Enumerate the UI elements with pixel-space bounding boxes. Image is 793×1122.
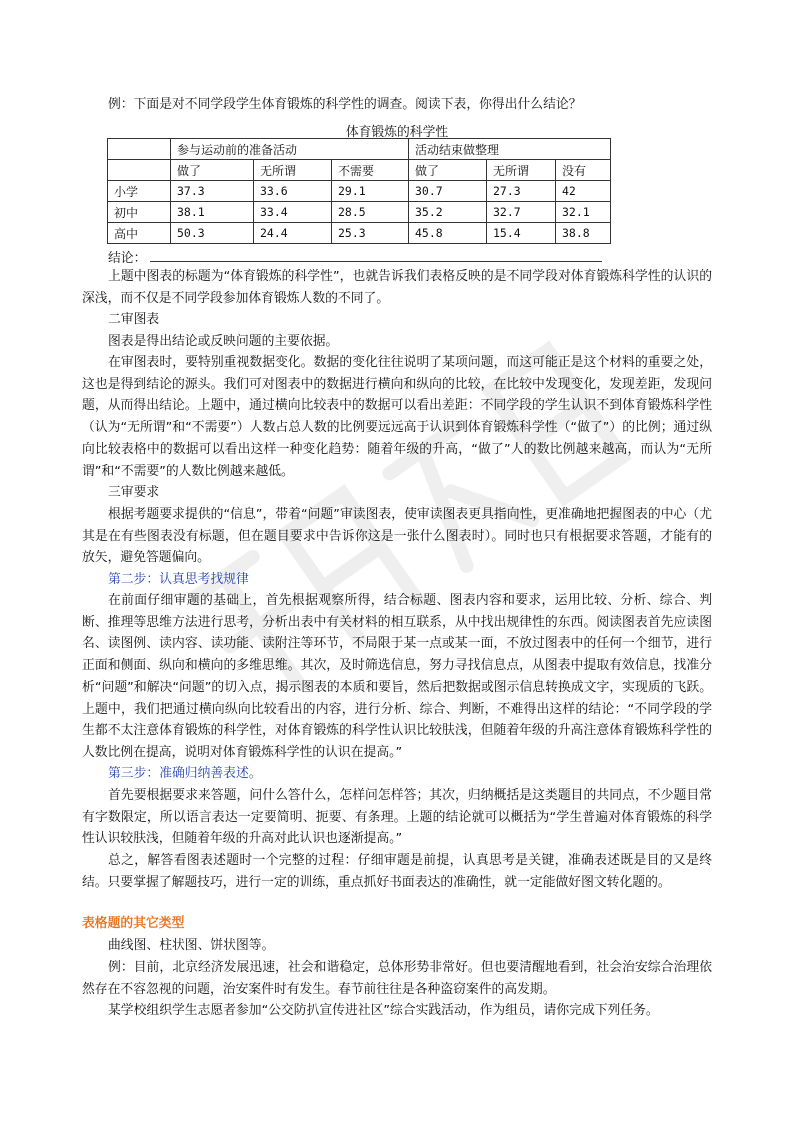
paragraph: 上题中图表的标题为“体育锻炼的科学性”，也就告诉我们表格反映的是不同学段对体育锻炼科学性的认识的深浅，而不仅是不同学段参加体育锻炼人数的不同了。 xyxy=(82,269,712,306)
section-heading: 二审图表 xyxy=(108,312,160,327)
table-cell: 35.2 xyxy=(409,202,487,223)
step-heading: 第二步：认真思考找规律 xyxy=(108,572,249,587)
survey-table xyxy=(107,138,611,244)
table-cell: 27.3 xyxy=(487,181,556,202)
table-cell: 28.5 xyxy=(332,202,409,223)
table-cell: 42 xyxy=(556,181,611,202)
table-cell: 15.4 xyxy=(487,223,556,244)
conclusion-answer-line xyxy=(150,261,602,262)
paragraph: 曲线图、柱状图、饼状图等。 xyxy=(108,938,275,953)
table-row xyxy=(108,181,611,202)
table-cell: 37.3 xyxy=(171,181,254,202)
paragraph: 某学校组织学生志愿者参加“公交防扒宣传进社区”综合实践活动，作为组员，请你完成下列任务。 xyxy=(108,1003,659,1018)
example-prompt: 例：下面是对不同学段学生体育锻炼的科学性的调查。阅读下表，你得出什么结论？ xyxy=(108,97,582,112)
table-cell: 33.4 xyxy=(254,202,332,223)
column-header: 做了 xyxy=(171,160,254,181)
table-cell: 38.8 xyxy=(556,223,611,244)
table-row xyxy=(108,223,611,244)
table-cell: 32.7 xyxy=(487,202,556,223)
row-label: 初中 xyxy=(108,202,171,223)
column-header: 无所谓 xyxy=(254,160,332,181)
table-cell: 50.3 xyxy=(171,223,254,244)
corner-cell xyxy=(108,160,171,181)
column-header: 做了 xyxy=(409,160,487,181)
paragraph: 在审图表时，要特别重视数据变化。数据的变化往往说明了某项问题，而这可能正是这个材料的重要之处，这也是得到结论的源头。我们可对图表中的数据进行横向和纵向的比较，在比较中发现变化，发现差距，发现问题，从而得出结论。上题中，通过横向比较表中的数据可以看出差距：不同学段的学生认识不到体育锻炼科学性（认为“无所谓”和“不需要”）人数占总人数的比例要远远高于认识到体育锻炼科学性（“做了”）的比例；通过纵向比较表格中的数据可以看出这样一种变化趋势：随着年级的升高，“做了”人的数比例越来越高，而认为“无所谓”和“不需要”的人数比例越来越低。 xyxy=(82,355,712,479)
corner-cell xyxy=(108,139,171,160)
table-cell: 24.4 xyxy=(254,223,332,244)
column-header: 无所谓 xyxy=(487,160,556,181)
column-header: 不需要 xyxy=(332,160,409,181)
section-heading: 三审要求 xyxy=(108,485,160,500)
table-cell: 29.1 xyxy=(332,181,409,202)
row-label: 小学 xyxy=(108,181,171,202)
conclusion-label: 结论： xyxy=(108,251,147,266)
table-cell: 45.8 xyxy=(409,223,487,244)
table-cell: 38.1 xyxy=(171,202,254,223)
paragraph: 根据考题要求提供的“信息”，带着“问题”审读图表，使审读图表更具指向性，更准确地把握图表的中心（尤其是在有些图表没有标题，但在题目要求中告诉你这是一张什么图表时）。同时也只有根据要求答题，才能有的放矢，避免答题偏向。 xyxy=(82,507,712,566)
paragraph: 在前面仔细审题的基础上，首先根据观察所得，结合标题、图表内容和要求，运用比较、分析、综合、判断、推理等思维方法进行思考，分析出表中有关材料的相互联系，从中找出规律性的东西。阅读图表首先应读图名、读图例、读内容、读功能、读附注等环节，不局限于某一点或某一面，不放过图表中的任何一个细节，进行正面和侧面、纵向和横向的多维思维。其次，及时筛选信息，努力寻找信息点，从图表中提取有效信息，找准分析“问题”和解决“问题”的切入点，揭示图表的本质和要旨，然后把数据或图示信息转换成文字，实现质的飞跃。上题中，我们把通过横向纵向比较看出的内容，进行分析、综合、判断，不难得出这样的结论：“不同学段的学生都不太注意体育锻炼的科学性，对体育锻炼的科学性认识比较肤浅，但随着年级的升高注意体育锻炼科学性的人数比例在提高，说明对体育锻炼科学性的认识在提高。” xyxy=(82,593,712,760)
table-cell: 30.7 xyxy=(409,181,487,202)
row-label: 高中 xyxy=(108,223,171,244)
paragraph: 图表是得出结论或反映问题的主要依据。 xyxy=(108,334,339,349)
table-row xyxy=(108,202,611,223)
table-caption: 体育锻炼的科学性 xyxy=(345,125,449,140)
section-title: 表格题的其它类型 xyxy=(82,916,185,931)
step-heading: 第三步：准确归纳善表述。 xyxy=(108,766,262,781)
table-cell: 32.1 xyxy=(556,202,611,223)
table-cell: 25.3 xyxy=(332,223,409,244)
paragraph: 例：目前，北京经济发展迅速，社会和谐稳定，总体形势非常好。但也要清醒地看到，社会治安综合治理依然存在不容忽视的问题，治安案件时有发生。春节前往往是各种盗窃案件的高发期。 xyxy=(82,960,712,997)
group-header: 活动结束做整理 xyxy=(409,139,611,160)
column-header: 没有 xyxy=(556,160,611,181)
group-header: 参与运动前的准备活动 xyxy=(171,139,409,160)
paragraph: 总之，解答看图表述题时一个完整的过程：仔细审题是前提，认真思考是关键，准确表述既是目的又是终结。只要掌握了解题技巧，进行一定的训练，重点抓好书面表达的准确性，就一定能做好图文转化题的。 xyxy=(82,853,712,890)
paragraph: 首先要根据要求来答题，问什么答什么，怎样问怎样答；其次，归纳概括是这类题目的共同点，不少题目常有字数限定，所以语言表达一定要简明、扼要、有条理。上题的结论就可以概括为“学生普遍对体育锻炼的科学性认识较肤浅，但随着年级的升高对此认识也逐渐提高。” xyxy=(82,788,712,847)
table-cell: 33.6 xyxy=(254,181,332,202)
